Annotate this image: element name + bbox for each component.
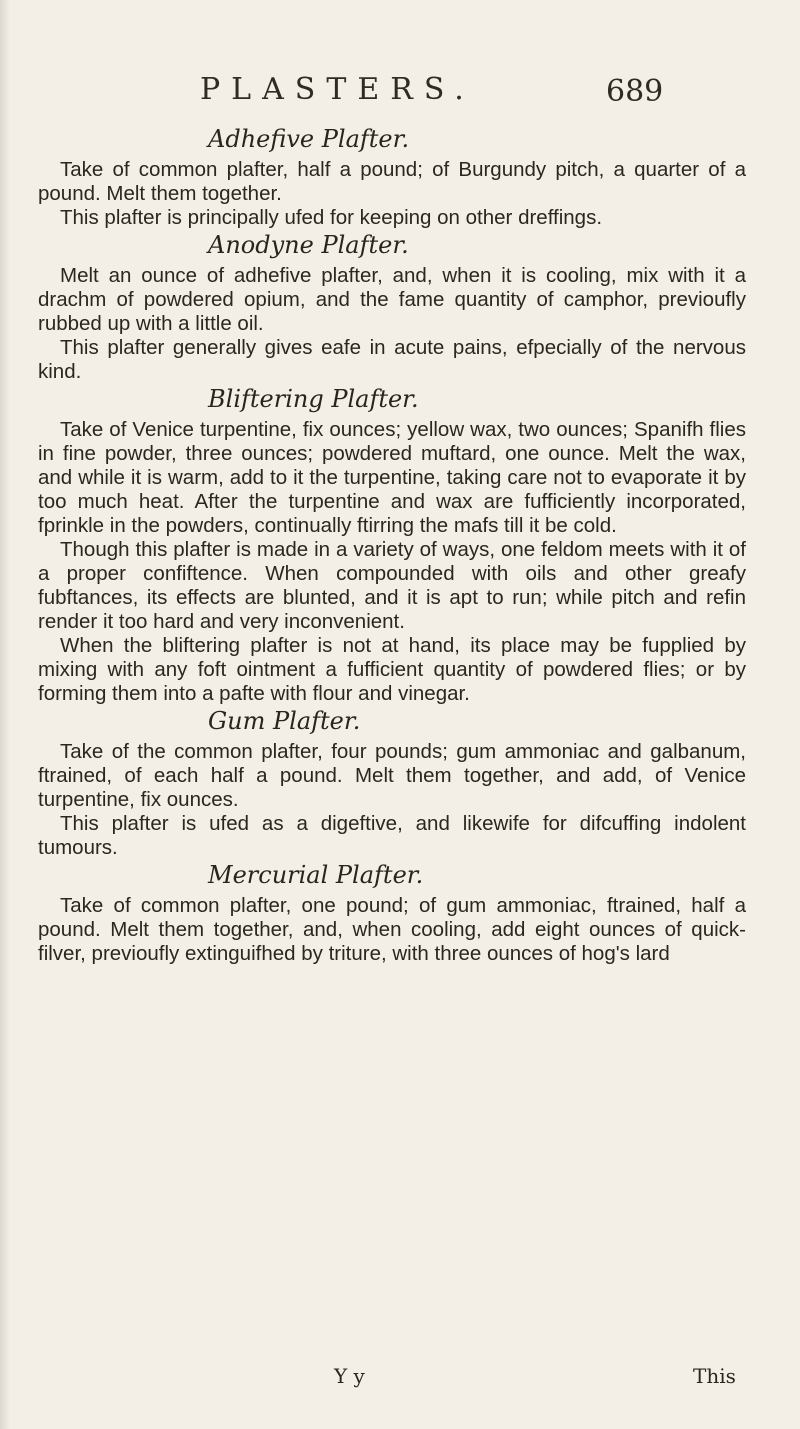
recipe-paragraph: Though this plafter is made in a variety of ways, one feldom meets with it of a proper confiftence. When compounded with oils and other greafy fubftances, its effects are blunted, and it is apt to run; while pitch and refin render it too hard and very inconvenient. [38, 538, 746, 633]
running-head: PLASTERS. [200, 72, 475, 107]
recipe-paragraph: Take of Venice turpentine, fix ounces; yellow wax, two ounces; Spanifh flies in fine powder, three ounces; powdered muftard, one ounce. Melt the wax, and while it is warm, add to it the turpentine, taking care not to evaporate it by too much heat. After the turpentine and wax are fufficiently incorporated, fprinkle in the powders, continually ftirring the mafs till it be cold. [38, 418, 746, 537]
page-footer [0, 1364, 800, 1394]
recipe-paragraph: This plafter is ufed as a digeftive, and likewife for difcuffing indolent tumours. [38, 812, 746, 859]
recipe-paragraph: Take of common plafter, one pound; of gum ammoniac, ftrained, half a pound. Melt them together, and, when cooling, add eight ounces of quick-filver, previoufly extinguifhed by triture, with three ounces of hog's lard [38, 894, 746, 965]
recipe-paragraph: When the bliftering plafter is not at hand, its place may be fupplied by mixing with any foft ointment a fufficient quantity of powdered flies; or by forming them into a pafte with flour and vinegar. [38, 634, 746, 705]
page-number: 689 [606, 74, 664, 109]
recipe-paragraph: Take of the common plafter, four pounds; gum ammoniac and galbanum, ftrained, of each half a pound. Melt them together, and add, of Venice turpentine, fix ounces. [38, 740, 746, 811]
signature-mark: Y y [334, 1364, 365, 1388]
recipe-adhesive-plaster [38, 124, 746, 230]
recipe-anodyne-plaster [38, 230, 746, 384]
catchword: This [693, 1364, 736, 1388]
recipe-title: Adhefive Plafter. [208, 125, 410, 153]
recipe-paragraph: This plafter is principally ufed for keeping on other dreffings. [60, 206, 603, 229]
recipe-title: Gum Plafter. [208, 707, 361, 735]
recipe-mercurial-plaster [38, 860, 746, 966]
recipe-paragraph: Melt an ounce of adhefive plafter, and, when it is cooling, mix with it a drachm of powdered opium, and the fame quantity of camphor, previoufly rubbed up with a little oil. [38, 264, 746, 335]
page-body [38, 124, 746, 966]
recipe-title: Anodyne Plafter. [208, 231, 409, 259]
recipe-paragraph: Take of common plafter, half a pound; of Burgundy pitch, a quarter of a pound. Melt them together. [38, 158, 746, 205]
recipe-blistering-plaster [38, 384, 746, 706]
recipe-title: Mercurial Plafter. [208, 861, 424, 889]
recipe-title: Bliftering Plafter. [208, 385, 419, 413]
recipe-paragraph: This plafter generally gives eafe in acute pains, efpecially of the nervous kind. [38, 336, 746, 383]
page-edge-shadow [0, 0, 10, 1429]
page-header [0, 72, 800, 112]
recipe-gum-plaster [38, 706, 746, 860]
